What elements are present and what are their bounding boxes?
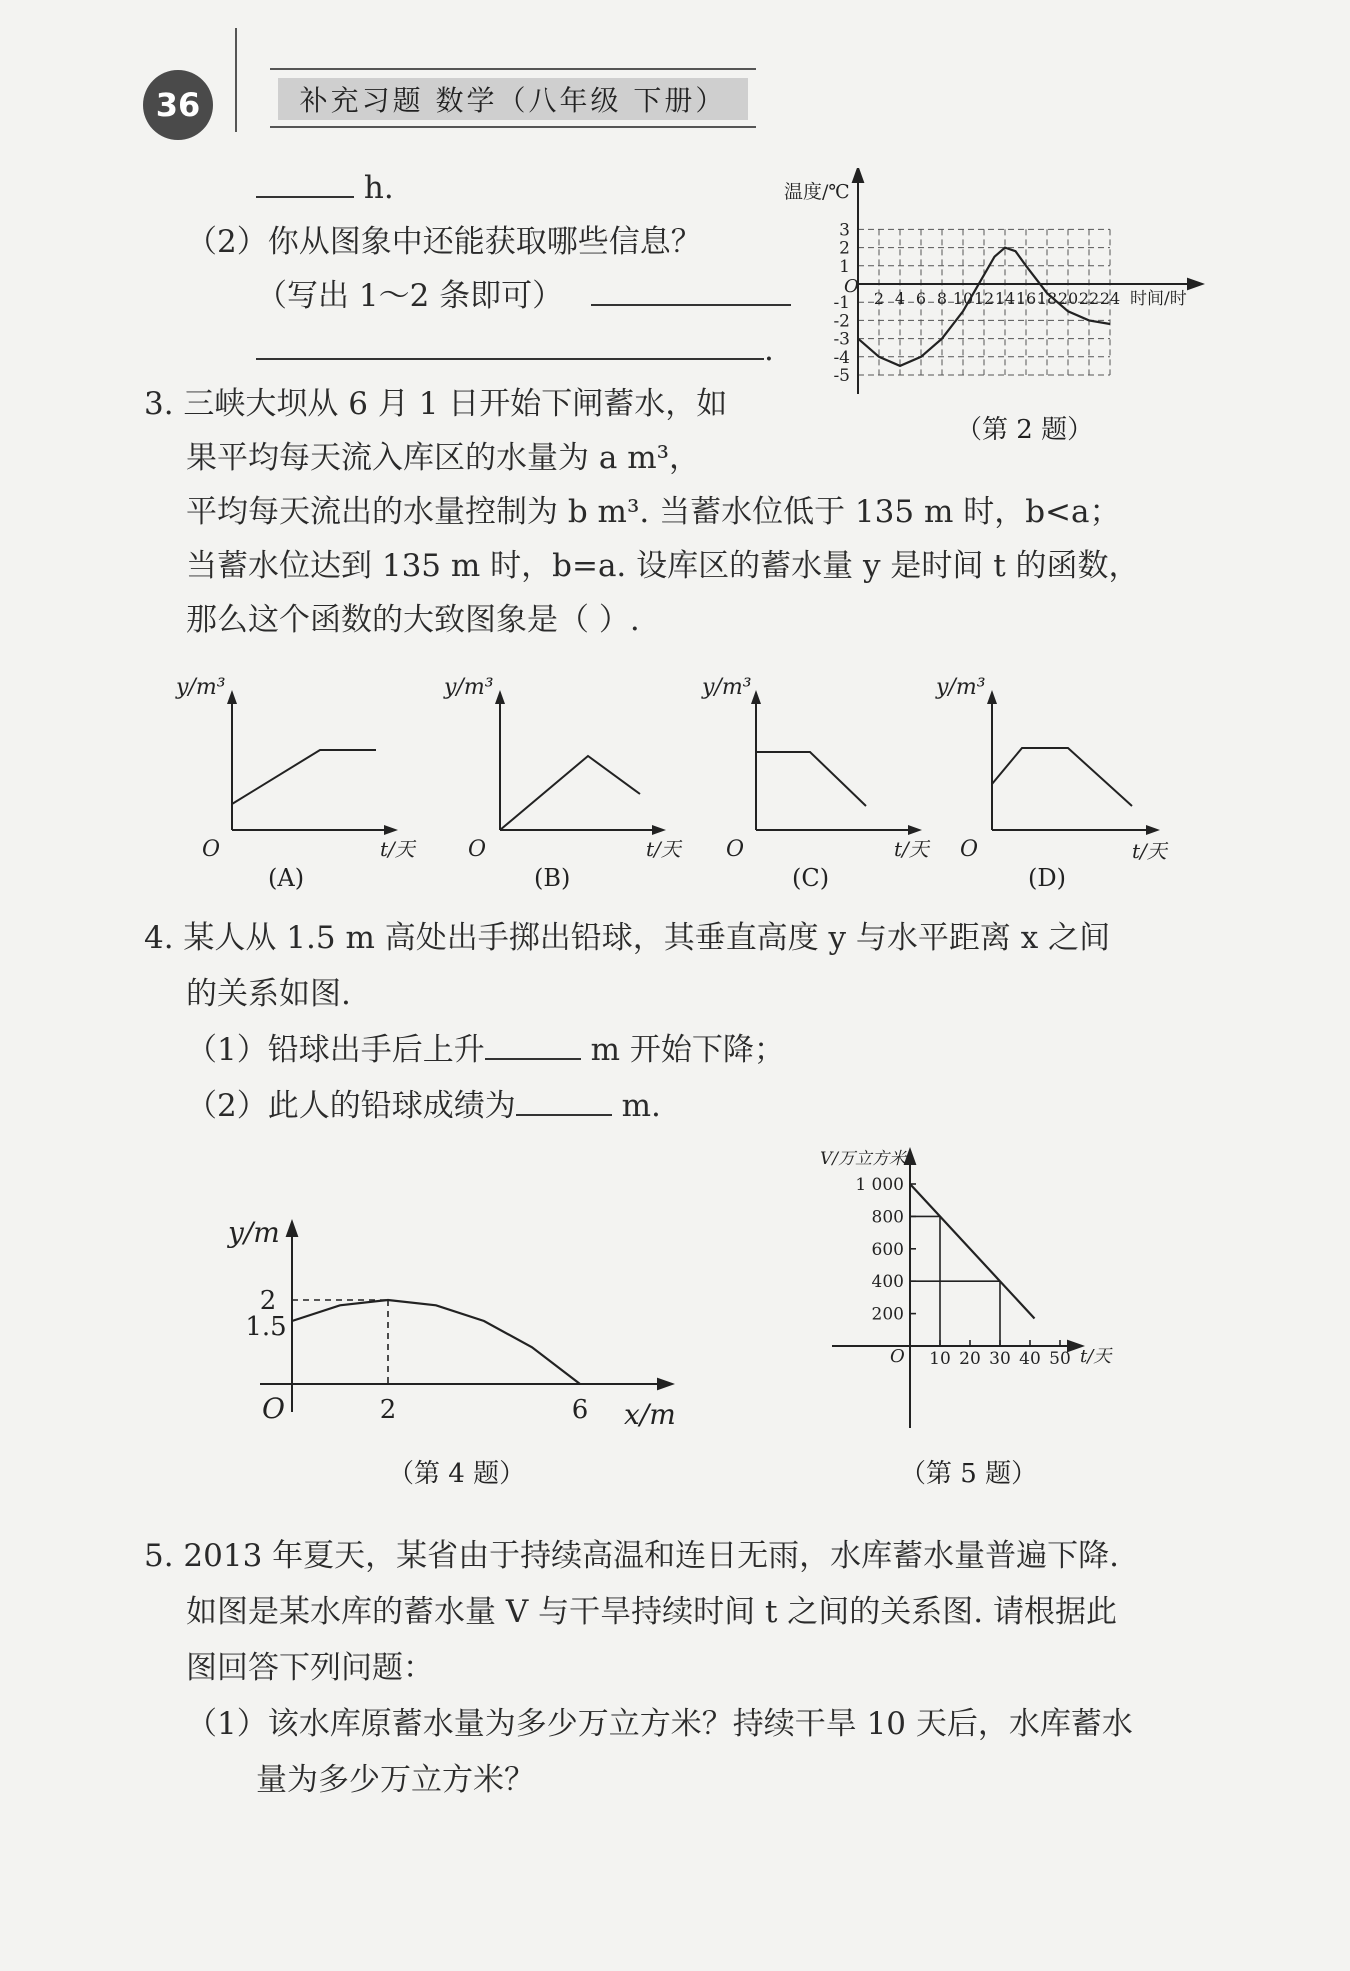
fig4-trajectory-curve bbox=[292, 1300, 580, 1384]
option-c-ylabel: y/m³ bbox=[702, 675, 752, 700]
fig2-ylabel: 温度/℃ bbox=[784, 181, 850, 203]
option-a-label: (A) bbox=[268, 864, 305, 892]
q2-part2-hint: （写出 1～2 条即可） bbox=[256, 278, 564, 314]
q5-part1a: （1）该水库原蓄水量为多少万立方米？持续干旱 10 天后，水库蓄水 bbox=[186, 1706, 1133, 1742]
answer-blank[interactable] bbox=[591, 304, 791, 306]
answer-blank[interactable] bbox=[516, 1114, 612, 1116]
fig5-xtick-label: 30 bbox=[989, 1349, 1011, 1369]
fig5-caption: （第 5 题） bbox=[900, 1459, 1038, 1489]
fig2-origin: O bbox=[844, 276, 859, 297]
q3-line-1: 3. 三峡大坝从 6 月 1 日开始下闸蓄水，如 bbox=[144, 386, 728, 422]
option-b-origin: O bbox=[468, 837, 487, 862]
fig2-ytick-label: -2 bbox=[833, 311, 850, 332]
q3-line-4: 当蓄水位达到 135 m 时，b=a. 设库区的蓄水量 y 是时间 t 的函数， bbox=[186, 548, 1140, 584]
option-d-ylabel: y/m³ bbox=[936, 675, 986, 700]
q4-part2-text: （2）此人的铅球成绩为 bbox=[186, 1088, 516, 1124]
q3-option-graphs bbox=[170, 666, 1210, 896]
option-c-graph[interactable] bbox=[701, 675, 931, 892]
fig5-xtick-label: 50 bbox=[1049, 1349, 1071, 1369]
fig4-origin: O bbox=[262, 1392, 285, 1425]
fig2-ytick-label: 2 bbox=[839, 238, 850, 259]
fig2-ytick-label: -5 bbox=[833, 366, 850, 386]
fig4-ylabel: y/m bbox=[228, 1216, 280, 1249]
banner-title: 补充习题 数学（八年级 下册） bbox=[278, 78, 748, 120]
option-d-origin: O bbox=[960, 837, 979, 862]
q4-part1-text: （1）铅球出手后上升 bbox=[186, 1032, 485, 1068]
fig2-ytick-label: 1 bbox=[839, 256, 850, 277]
option-c-label: (C) bbox=[792, 864, 830, 892]
fig2-ytick-label: -4 bbox=[833, 347, 850, 368]
option-a-graph[interactable] bbox=[175, 675, 417, 892]
fig2-xtick-label: 20 bbox=[1057, 289, 1079, 308]
option-a-xlabel: t/天 bbox=[380, 837, 415, 861]
fig2-ytick-label: -3 bbox=[833, 329, 850, 350]
fig5-xtick-label: 20 bbox=[959, 1349, 981, 1369]
fig5-xtick-label: 40 bbox=[1019, 1349, 1041, 1369]
fig5-series-line bbox=[910, 1184, 1035, 1319]
q4-line-1: 4. 某人从 1.5 m 高处出手掷出铅球，其垂直高度 y 与水平距离 x 之间 bbox=[144, 920, 1111, 956]
period: . bbox=[764, 332, 774, 368]
q5-line-1: 5. 2013 年夏天，某省由于持续高温和连日无雨，水库蓄水量普遍下降. bbox=[144, 1538, 1120, 1574]
fig2-xtick-label: 8 bbox=[936, 289, 948, 308]
page-number-badge: 36 bbox=[143, 70, 213, 140]
fig5-ytick-label: 400 bbox=[871, 1272, 904, 1293]
fig2-xtick-label: 6 bbox=[915, 289, 927, 308]
fig2-xtick-label: 22 bbox=[1078, 289, 1100, 308]
q4-part2-unit: m. bbox=[621, 1088, 661, 1124]
q2-blank-line bbox=[256, 168, 394, 208]
q4-part1 bbox=[186, 1030, 785, 1070]
fig4-xlabel: x/m bbox=[624, 1398, 676, 1431]
q4-part1-unit: m 开始下降； bbox=[590, 1032, 785, 1068]
q2-part2-hint-line bbox=[256, 276, 791, 316]
fig2-xtick-label: 24 bbox=[1099, 289, 1121, 308]
option-a-origin: O bbox=[202, 837, 221, 862]
option-d-xlabel: t/天 bbox=[1132, 839, 1167, 863]
fig5-ytick-label: 1 000 bbox=[855, 1175, 904, 1195]
fig2-ytick-label: -1 bbox=[833, 293, 850, 314]
q5-line-3: 图回答下列问题： bbox=[186, 1650, 434, 1686]
fig5-ytick-label: 800 bbox=[871, 1207, 904, 1228]
fig2-xtick-label: 4 bbox=[894, 289, 906, 308]
fig4-xtick-6: 6 bbox=[571, 1395, 589, 1425]
fig2-caption: （第 2 题） bbox=[956, 415, 1094, 445]
q3-line-5: 那么这个函数的大致图象是（ ）. bbox=[186, 602, 640, 638]
q3-line-2: 果平均每天流入库区的水量为 a m³， bbox=[186, 440, 701, 476]
option-c-origin: O bbox=[726, 837, 745, 862]
fig5-ylabel: V/万立方米 bbox=[820, 1149, 907, 1169]
fig2-xtick-label: 18 bbox=[1036, 289, 1058, 308]
fig4-ytick-1-5: 1.5 bbox=[245, 1312, 287, 1342]
option-d-graph[interactable] bbox=[935, 675, 1169, 892]
fig2-temperature-chart bbox=[778, 168, 1218, 458]
fig2-xtick-label: 2 bbox=[873, 289, 885, 308]
fig4-shotput-chart bbox=[220, 1212, 690, 1502]
q4-part2 bbox=[186, 1086, 661, 1126]
fig2-ytick-label: 3 bbox=[839, 220, 850, 241]
q3-line-3: 平均每天流出的水量控制为 b m³. 当蓄水位低于 135 m 时，b<a； bbox=[186, 494, 1121, 530]
q2-answer-line2 bbox=[256, 330, 774, 370]
fig2-xtick-label: 12 bbox=[973, 289, 995, 308]
option-d-label: (D) bbox=[1028, 864, 1066, 892]
option-a-ylabel: y/m³ bbox=[176, 675, 226, 700]
q2-unit: h. bbox=[363, 170, 394, 206]
fig2-xtick-label: 10 bbox=[952, 289, 974, 308]
fig4-axes bbox=[260, 1222, 672, 1412]
header-banner bbox=[270, 68, 756, 128]
fig5-reservoir-chart bbox=[818, 1140, 1148, 1500]
q4-line-2: 的关系如图. bbox=[186, 976, 351, 1012]
answer-blank[interactable] bbox=[256, 358, 764, 360]
q5-line-2: 如图是某水库的蓄水量 V 与干旱持续时间 t 之间的关系图. 请根据此 bbox=[186, 1594, 1117, 1630]
option-b-label: (B) bbox=[534, 864, 571, 892]
option-b-ylabel: y/m³ bbox=[444, 675, 494, 700]
fig4-xtick-2: 2 bbox=[379, 1395, 397, 1425]
q2-part2: （2）你从图象中还能获取哪些信息？ bbox=[186, 224, 702, 260]
fig4-caption: （第 4 题） bbox=[388, 1459, 526, 1489]
answer-blank[interactable] bbox=[256, 196, 354, 198]
answer-blank[interactable] bbox=[485, 1058, 581, 1060]
q5-part1b: 量为多少万立方米？ bbox=[256, 1762, 535, 1798]
fig4-ytick-2: 2 bbox=[259, 1286, 277, 1316]
header-divider bbox=[235, 28, 237, 132]
fig2-xlabel: 时间/时 bbox=[1130, 289, 1187, 309]
fig2-axes bbox=[853, 168, 1202, 394]
fig5-ytick-label: 600 bbox=[871, 1239, 904, 1260]
option-c-xlabel: t/天 bbox=[894, 837, 929, 861]
fig5-xtick-label: 10 bbox=[929, 1349, 951, 1369]
fig5-origin: O bbox=[890, 1346, 905, 1367]
option-b-graph[interactable] bbox=[443, 675, 683, 892]
fig2-xtick-label: 16 bbox=[1015, 289, 1037, 308]
fig5-ytick-label: 200 bbox=[871, 1304, 904, 1325]
fig2-xtick-label: 14 bbox=[994, 289, 1016, 308]
fig5-xlabel: t/天 bbox=[1080, 1346, 1112, 1367]
option-b-xlabel: t/天 bbox=[646, 837, 681, 861]
